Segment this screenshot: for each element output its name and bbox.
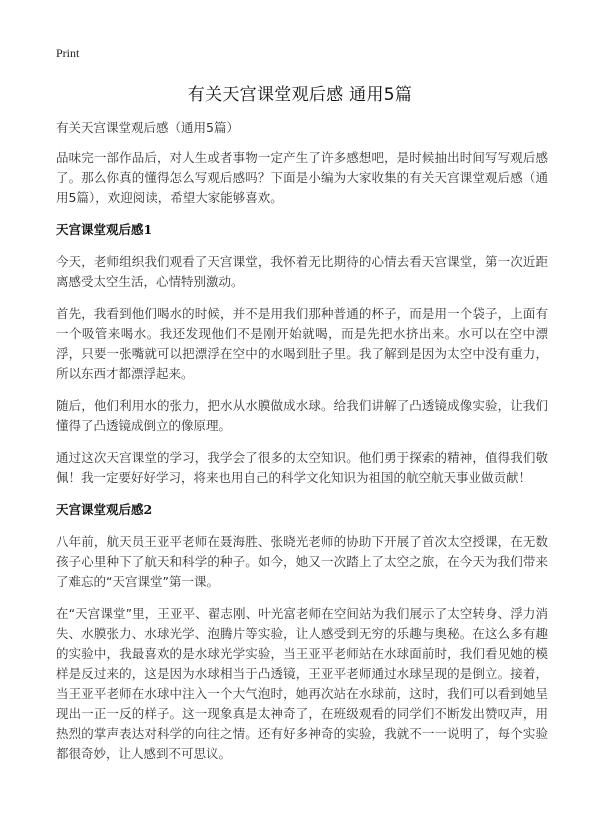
section-1-paragraph: 首先，我看到他们喝水的时候，并不是用我们那种普通的杯子，而是用一个袋子，上面有一个吸管来喝水。我还发现他们不是刚开始就喝，而是先把水挤出来。水可以在空中漂浮，只要一张嘴就可以把漂浮在空中的水喝到肚子里。我了解到是因为太空中没有重力，所以东西才都漂浮起来。 bbox=[56, 306, 548, 381]
section-2-heading: 天宫课堂观后感2 bbox=[56, 502, 153, 517]
page-title: 有关天宫课堂观后感 通用5篇 bbox=[187, 85, 413, 105]
intro-paragraph: 品味完一部作品后，对人生或者事物一定产生了许多感想吧，是时候抽出时间写写观后感了。那么你真的懂得怎么写观后感吗？下面是小编为大家收集的有关天宫课堂观后感（通用5篇），欢迎阅读，希望大家能够喜欢。 bbox=[56, 150, 548, 205]
section-2-paragraph: 八年前，航天员王亚平老师在聂海胜、张晓光老师的协助下开展了首次太空授课，在无数孩子心里种下了航天和科学的种子。如今，她又一次踏上了太空之旅，在今天为我们带来了难忘的“天宫课堂”第一课。 bbox=[56, 534, 548, 589]
section-1-paragraph: 随后，他们利用水的张力，把水从水膜做成水球。给我们讲解了凸透镜成像实验，让我们懂得了凸透镜成倒立的像原理。 bbox=[56, 398, 548, 433]
print-link[interactable]: Print bbox=[56, 46, 80, 60]
section-1-paragraph: 今天，老师组织我们观看了天宫课堂，我怀着无比期待的心情去看天宫课堂，第一次近距离感受太空生活，心情特别激动。 bbox=[56, 254, 548, 289]
section-2-paragraph: 在“天宫课堂”里，王亚平、翟志刚、叶光富老师在空间站为我们展示了太空转身、浮力消失、水膜张力、水球光学、泡腾片等实验，让人感受到无穷的乐趣与奥秘。在这么多有趣的实验中，我最喜欢的是水球光学实验，当王亚平老师站在水球面前时，我们看见她的模样是反过来的，这是因为水球相当于凸透镜，王亚平老师通过水球呈现的是倒立。接着，当王亚平老师在水球中注入一个大气泡时，她再次站在水球前，这时，我们可以看到她呈现出一正一反的样子。这一现象真是太神奇了，在班级观看的同学们不断发出赞叹声，用热烈的掌声表达对科学的向往之情。还有好多神奇的实验，我就不一一说明了，每个实验都很奇妙，让人感到不可思议。 bbox=[56, 606, 548, 761]
article-subtitle: 有关天宫课堂观后感（通用5篇） bbox=[56, 120, 239, 135]
article-body bbox=[56, 118, 548, 776]
section-1-paragraph: 通过这次天宫课堂的学习，我学会了很多的太空知识。他们勇于探索的精神，值得我们敬佩！我一定要好好学习，将来也用自己的科学文化知识为祖国的航空航天事业做贡献！ bbox=[56, 450, 548, 485]
section-1-heading: 天宫课堂观后感1 bbox=[56, 222, 153, 237]
